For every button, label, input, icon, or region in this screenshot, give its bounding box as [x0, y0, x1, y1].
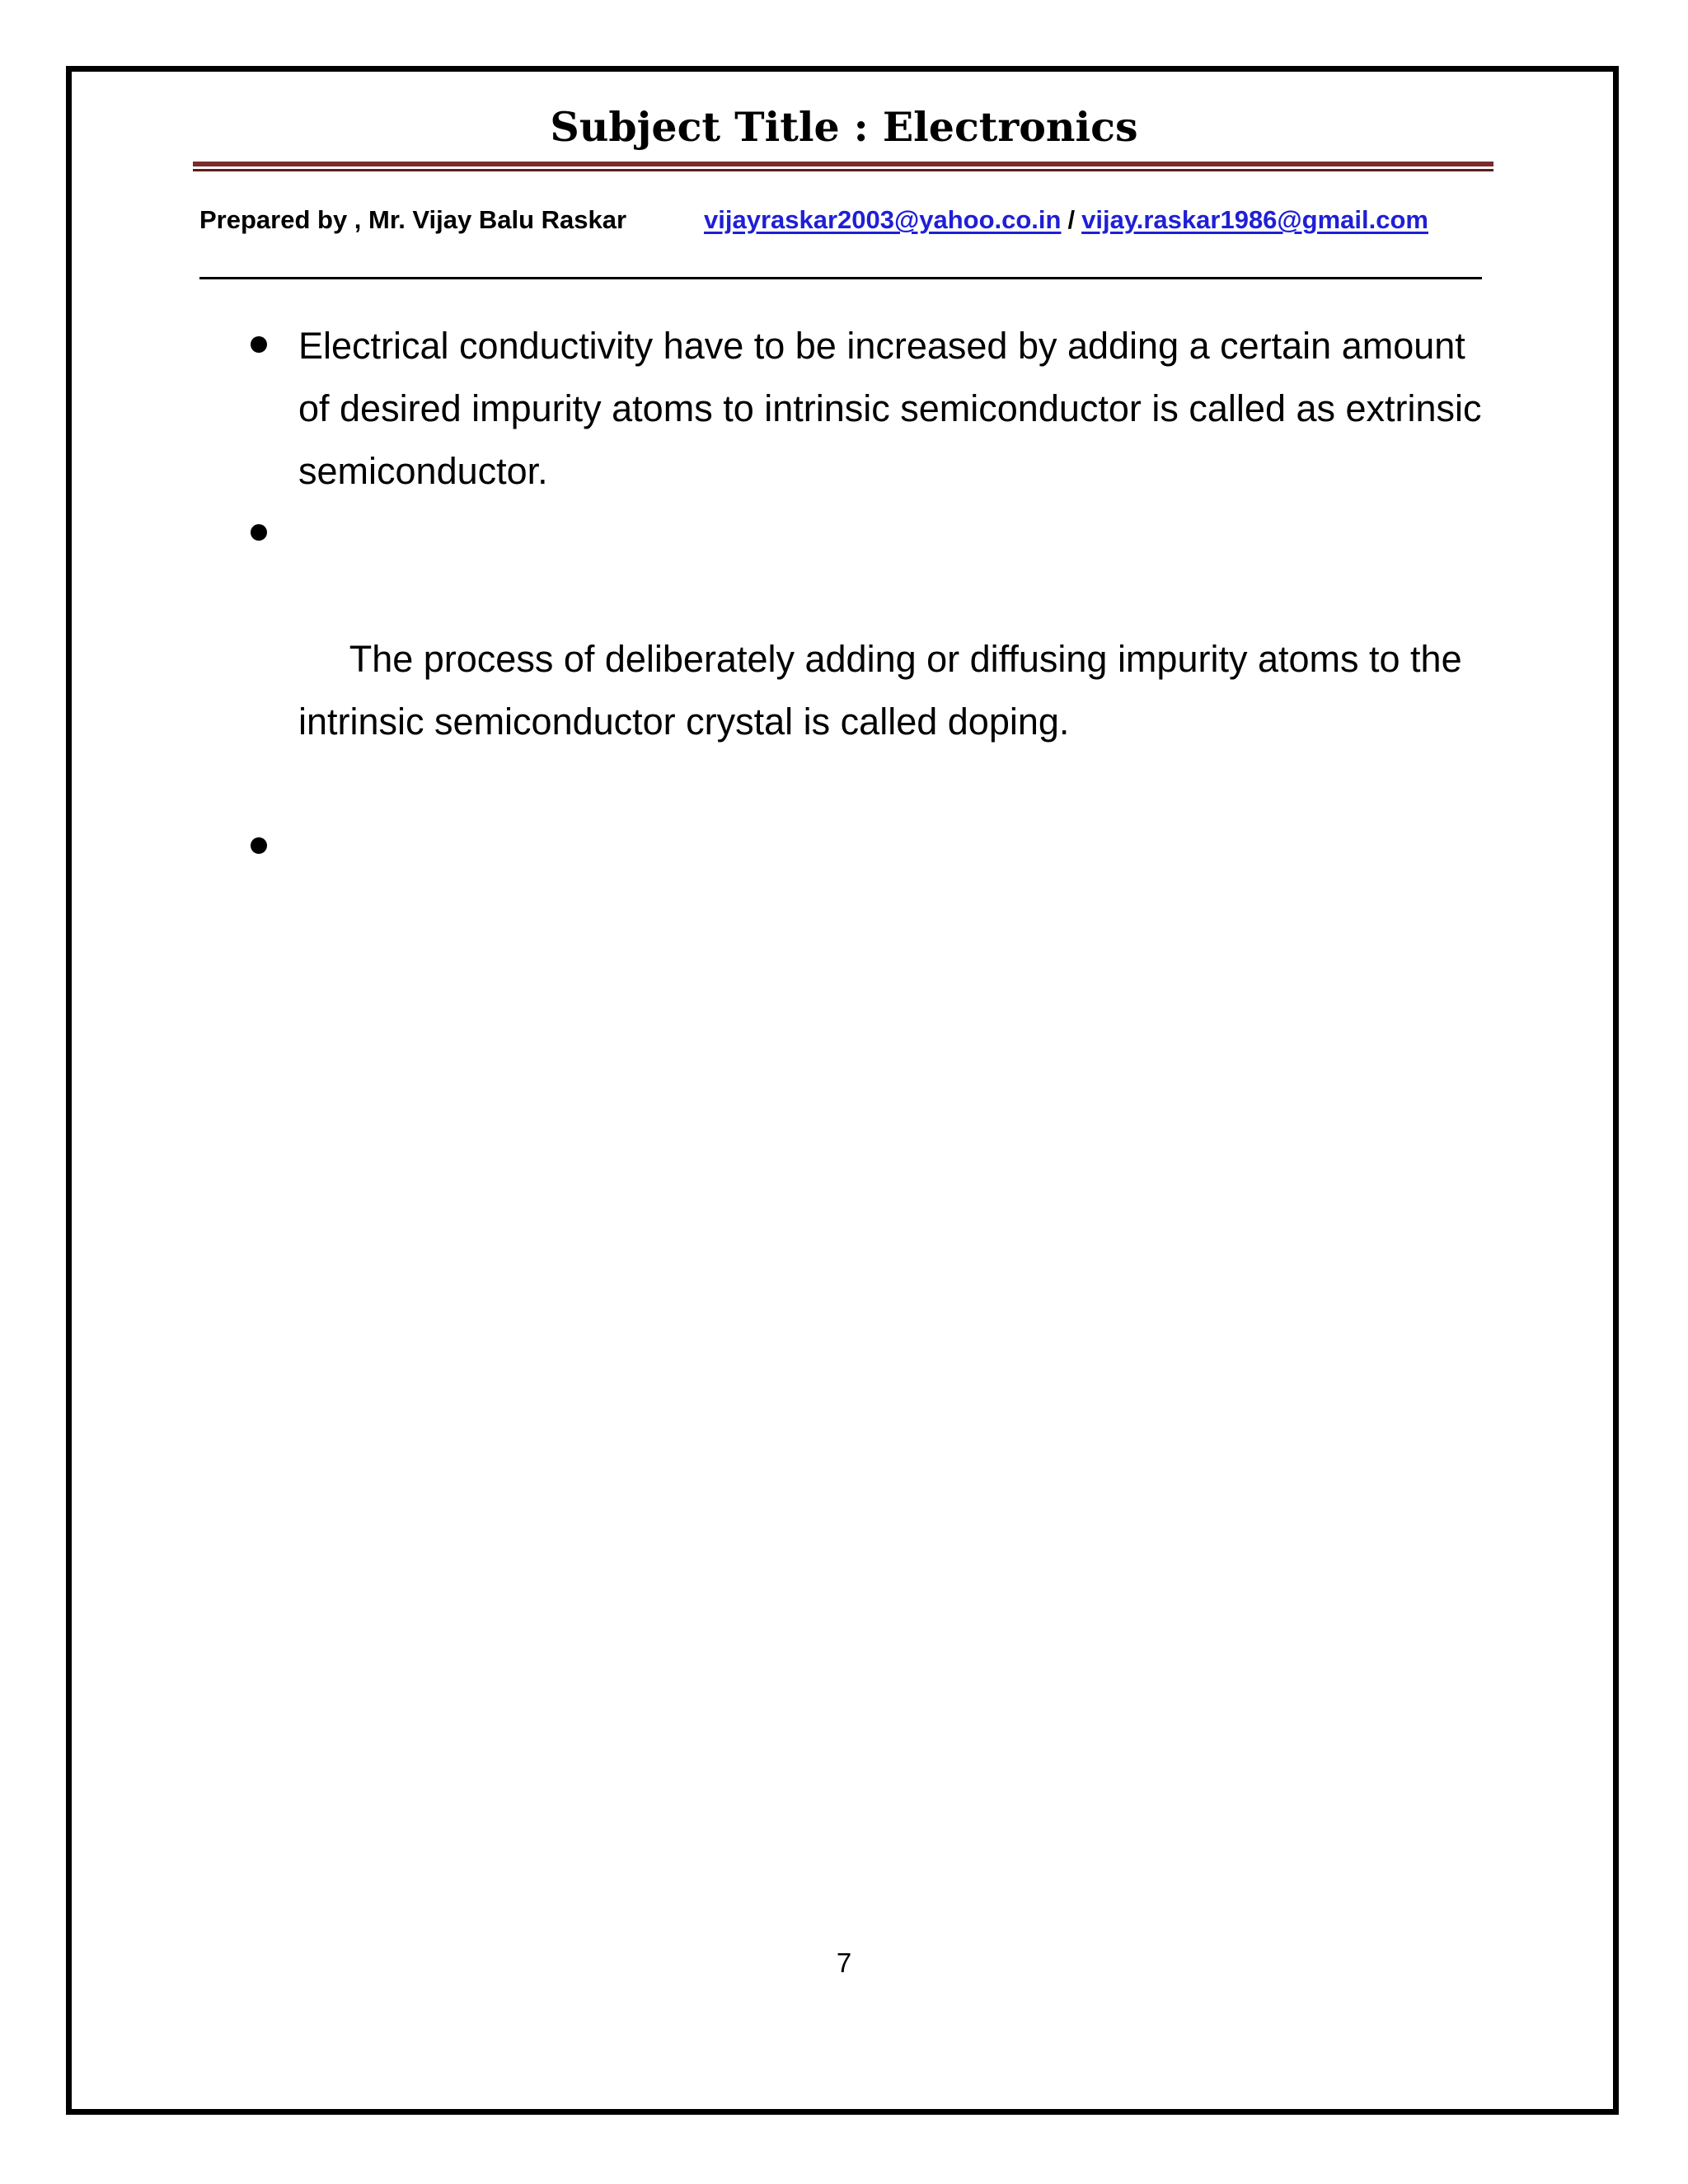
page-number: 7 — [836, 1947, 852, 1978]
bullet-list — [247, 315, 1500, 879]
list-item — [247, 816, 1500, 879]
list-item-text: The process of deliberately adding or diffusing impurity atoms to the intrinsic semiconductor crystal is called doping. — [298, 638, 1473, 743]
bullet-icon — [251, 837, 267, 854]
prepared-by-text: Prepared by , Mr. Vijay Balu Raskar — [199, 205, 627, 234]
bullet-icon — [251, 336, 267, 353]
header-underline — [199, 277, 1482, 279]
bullet-icon — [251, 524, 267, 541]
header-rule-thick — [193, 162, 1493, 166]
page-title: Subject Title : Electronics — [550, 103, 1138, 151]
email-group — [704, 203, 1428, 237]
email-link-yahoo[interactable]: vijayraskar2003@yahoo.co.in — [704, 205, 1062, 234]
list-item-text: Electrical conductivity have to be increased by adding a certain amount of desired impurity atoms to intrinsic semiconductor is called as extrinsic semiconductor. — [298, 325, 1482, 492]
email-link-gmail[interactable]: vijay.raskar1986@gmail.com — [1081, 205, 1428, 234]
email-separator: / — [1067, 205, 1076, 234]
author-line — [199, 203, 1502, 237]
list-item — [247, 315, 1500, 503]
list-item — [247, 503, 1500, 816]
header-rule-thin — [193, 169, 1493, 171]
